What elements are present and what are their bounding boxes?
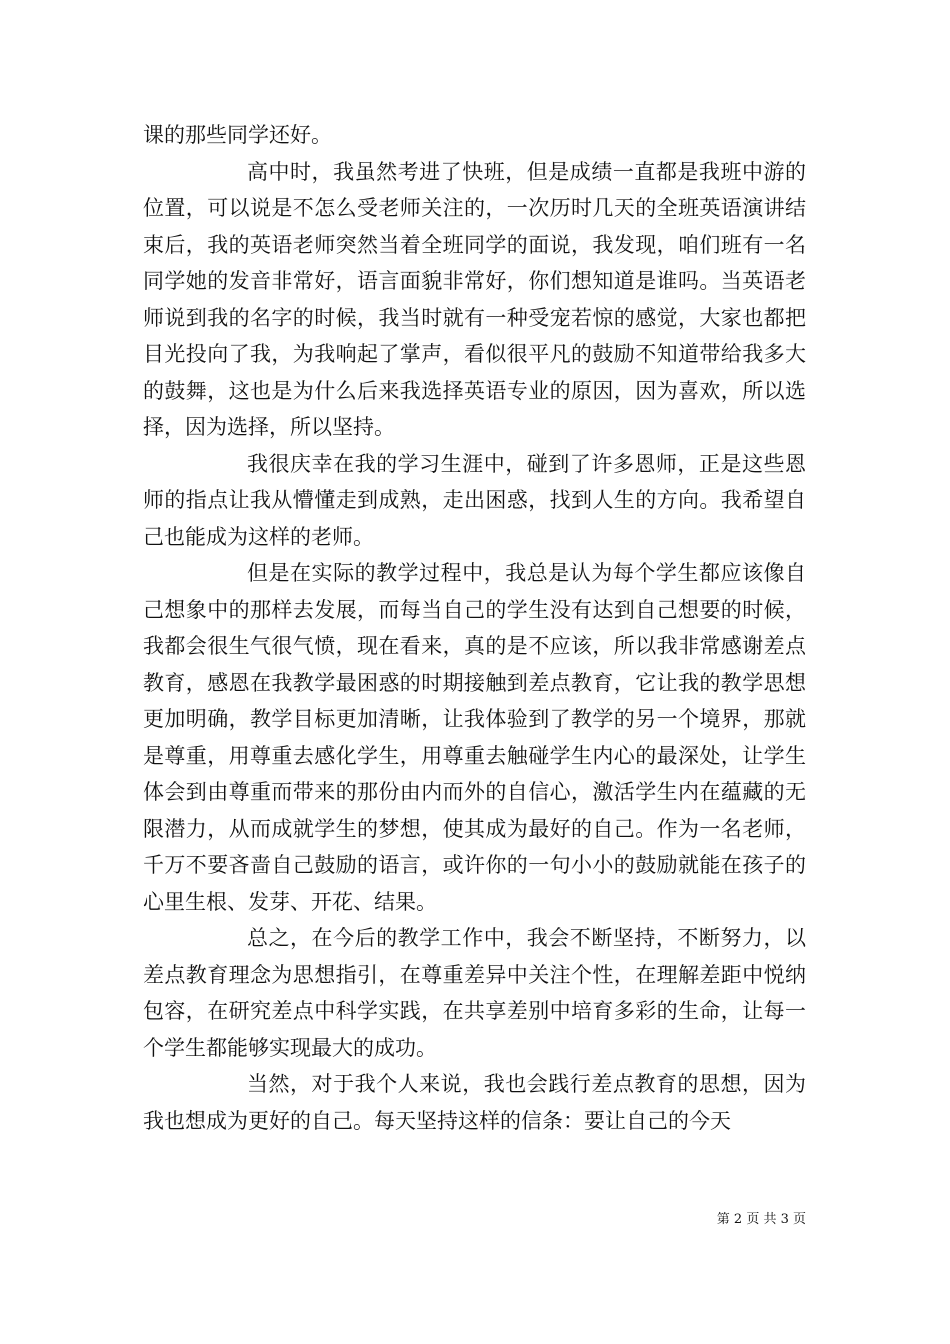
document-body	[143, 117, 806, 1139]
paragraph-personal: 当然，对于我个人来说，我也会践行差点教育的思想，因为我也想成为更好的自己。每天坚持这样的信条：要让自己的今天	[143, 1072, 806, 1133]
paragraph-high-school: 高中时，我虽然考进了快班，但是成绩一直都是我班中游的位置，可以说是不怎么受老师关注的，一次历时几天的全班英语演讲结束后，我的英语老师突然当着全班同学的面说，我发现，咱们班有一名同学她的发音非常好，语言面貌非常好，你们想知道是谁吗。当英语老师说到我的名字的时候，我当时就有一种受宠若惊的感觉，大家也都把目光投向了我，为我响起了掌声，看似很平凡的鼓励不知道带给我多大的鼓舞，这也是为什么后来我选择英语专业的原因，因为喜欢，所以选择，因为选择，所以坚持。	[143, 159, 806, 439]
paragraph-teaching-practice: 但是在实际的教学过程中，我总是认为每个学生都应该像自己想象中的那样去发展，而每当自己的学生没有达到自己想要的时候，我都会很生气很气愤，现在看来，真的是不应该，所以我非常感谢差点教育，感恩在我教学最困惑的时期接触到差点教育，它让我的教学思想更加明确，教学目标更加清晰，让我体验到了教学的另一个境界，那就是尊重，用尊重去感化学生，用尊重去触碰学生内心的最深处，让学生体会到由尊重而带来的那份由内而外的自信心，激活学生内在蕴藏的无限潜力，从而成就学生的梦想，使其成为最好的自己。作为一名老师，千万不要吝啬自己鼓励的语言，或许你的一句小小的鼓励就能在孩子的心里生根、发芽、开花、结果。	[143, 561, 806, 914]
paragraph-conclusion: 总之，在今后的教学工作中，我会不断坚持，不断努力，以差点教育理念为思想指引，在尊重差异中关注个性，在理解差距中悦纳包容，在研究差点中科学实践，在共享差别中培育多彩的生命，让每一个学生都能够实现最大的成功。	[143, 926, 806, 1060]
paragraph-mentors: 我很庆幸在我的学习生涯中，碰到了许多恩师，正是这些恩师的指点让我从懵懂走到成熟，走出困惑，找到人生的方向。我希望自己也能成为这样的老师。	[143, 451, 806, 549]
page-number-footer: 第 2 页 共 3 页	[716, 1212, 806, 1227]
paragraph-continuation: 课的那些同学还好。	[143, 123, 332, 147]
